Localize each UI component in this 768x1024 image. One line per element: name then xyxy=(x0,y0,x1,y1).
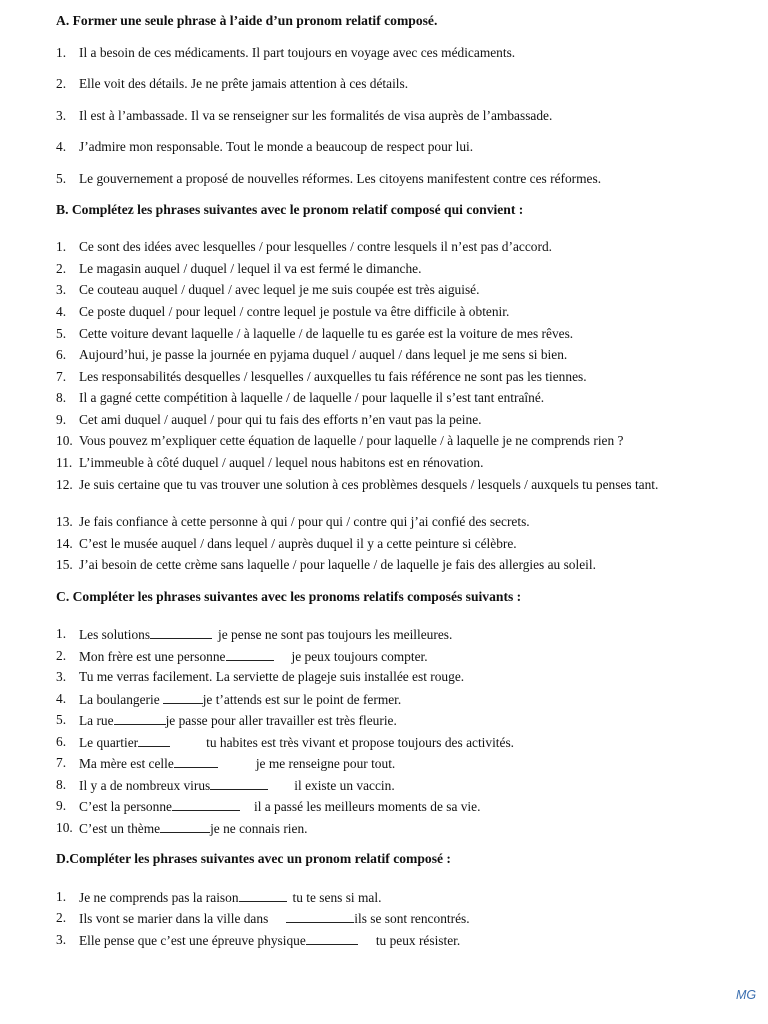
author-initials: MG xyxy=(736,988,757,1002)
answer-blank[interactable] xyxy=(160,820,210,833)
list-item xyxy=(56,45,716,61)
answer-blank[interactable] xyxy=(286,910,354,923)
sentence-start: C’est un thème xyxy=(79,821,161,836)
list-item xyxy=(56,390,716,406)
sentence-end: je ne connais rien. xyxy=(210,821,308,836)
item-text: Il a gagné cette compétition à laquelle / de laquelle / pour laquelle il s’est tant entraîné. xyxy=(79,390,545,405)
sentence-start: La rue xyxy=(79,713,114,728)
answer-blank[interactable] xyxy=(172,798,240,811)
list-item xyxy=(56,326,716,342)
list-item xyxy=(56,171,716,187)
item-text: Aujourd’hui, je passe la journée en pyjama duquel / auquel / dans lequel je me sens si bien. xyxy=(79,347,568,362)
item-text: Cette voiture devant laquelle / à laquelle / de laquelle tu es garée est la voiture de mes rêves. xyxy=(79,326,574,341)
sentence-start: Ma mère est celle xyxy=(79,756,174,771)
item-number: 9. xyxy=(56,798,67,813)
list-item xyxy=(56,536,716,552)
item-number: 9. xyxy=(56,412,67,427)
item-number: 2. xyxy=(56,910,67,925)
list-item xyxy=(56,557,716,573)
item-number: 3. xyxy=(56,282,67,297)
sentence-end: je pense ne sont pas toujours les meilleures. xyxy=(218,627,453,642)
sentence-end: tu te sens si mal. xyxy=(292,890,382,905)
list-item xyxy=(56,910,716,927)
item-text: L’immeuble à côté duquel / auquel / lequel nous habitons est en rénovation. xyxy=(79,455,484,470)
item-number: 6. xyxy=(56,347,67,362)
item-number: 2. xyxy=(56,648,67,663)
item-number: 2. xyxy=(56,261,67,276)
item-text: J’admire mon responsable. Tout le monde a beaucoup de respect pour lui. xyxy=(79,139,474,154)
item-number: 4. xyxy=(56,691,67,706)
item-number: 11. xyxy=(56,455,73,470)
item-text: Il a besoin de ces médicaments. Il part toujours en voyage avec ces médicaments. xyxy=(79,45,516,60)
list-item xyxy=(56,139,716,155)
answer-blank[interactable] xyxy=(150,626,212,639)
list-item xyxy=(56,755,716,772)
item-text: Elle voit des détails. Je ne prête jamais attention à ces détails. xyxy=(79,76,409,91)
item-number: 4. xyxy=(56,139,67,154)
answer-blank[interactable] xyxy=(163,691,203,704)
item-number: 15. xyxy=(56,557,73,572)
item-number: 7. xyxy=(56,369,67,384)
list-item xyxy=(56,777,716,794)
item-text: Le magasin auquel / duquel / lequel il va est fermé le dimanche. xyxy=(79,261,422,276)
item-number: 1. xyxy=(56,626,67,641)
sentence-start: Les solutions xyxy=(79,627,151,642)
list-item xyxy=(56,304,716,320)
list-item xyxy=(56,455,716,471)
item-text: Je suis certaine que tu vas trouver une solution à ces problèmes desquels / lesquels / auxquels tu penses tant. xyxy=(79,477,659,492)
list-item xyxy=(56,798,716,815)
sentence-end: je passe pour aller travailler est très fleurie. xyxy=(165,713,397,728)
sentence-start: Tu me verras facilement. La serviette de plage xyxy=(79,669,327,684)
list-item xyxy=(56,477,716,493)
item-text: Cet ami duquel / auquel / pour qui tu fais des efforts n’en vaut pas la peine. xyxy=(79,412,482,427)
item-number: 8. xyxy=(56,777,67,792)
list-item xyxy=(56,734,716,751)
list-item xyxy=(56,76,716,92)
section-b-heading: B. Complétez les phrases suivantes avec le pronom relatif composé qui convient : xyxy=(56,202,524,217)
list-item xyxy=(56,108,716,124)
item-number: 8. xyxy=(56,390,67,405)
item-text: C’est le musée auquel / dans lequel / auprès duquel il y a cette peinture si célèbre. xyxy=(79,536,517,551)
list-item xyxy=(56,282,716,298)
item-number: 3. xyxy=(56,932,67,947)
item-number: 4. xyxy=(56,304,67,319)
answer-blank[interactable] xyxy=(138,734,170,747)
answer-blank[interactable] xyxy=(239,889,287,902)
list-item xyxy=(56,261,716,277)
item-number: 1. xyxy=(56,239,67,254)
section-d-heading: D.Compléter les phrases suivantes avec un pronom relatif composé : xyxy=(56,851,451,866)
sentence-end: je me renseigne pour tout. xyxy=(255,756,396,771)
sentence-end: il a passé les meilleurs moments de sa vie. xyxy=(253,799,481,814)
item-text: Je fais confiance à cette personne à qui / pour qui / contre qui j’ai confié des secrets. xyxy=(79,514,530,529)
section-a-heading: A. Former une seule phrase à l’aide d’un pronom relatif composé. xyxy=(56,13,438,28)
answer-blank[interactable] xyxy=(226,648,274,661)
item-number: 10. xyxy=(56,820,73,835)
item-number: 6. xyxy=(56,734,67,749)
sentence-end: je suis installée est rouge. xyxy=(326,669,465,684)
item-number: 13. xyxy=(56,514,73,529)
sentence-end: ils se sont rencontrés. xyxy=(354,911,470,926)
item-number: 10. xyxy=(56,433,73,448)
item-number: 12. xyxy=(56,477,73,492)
item-text: Les responsabilités desquelles / lesquelles / auxquelles tu fais référence ne sont pas les tiennes. xyxy=(79,369,587,384)
list-item xyxy=(56,712,716,729)
item-number: 1. xyxy=(56,45,67,60)
list-item xyxy=(56,369,716,385)
item-text: Ce couteau auquel / duquel / avec lequel je me suis coupée est très aiguisé. xyxy=(79,282,480,297)
list-item xyxy=(56,347,716,363)
answer-blank[interactable] xyxy=(174,755,218,768)
sentence-end: je t’attends est sur le point de fermer. xyxy=(202,692,402,707)
sentence-start: Elle pense que c’est une épreuve physique xyxy=(79,933,306,948)
item-text: Ce sont des idées avec lesquelles / pour lesquelles / contre lesquels il n’est pas d’accord. xyxy=(79,239,552,254)
item-number: 1. xyxy=(56,889,67,904)
sentence-end: tu peux résister. xyxy=(375,933,461,948)
list-item xyxy=(56,433,716,449)
list-item xyxy=(56,514,716,530)
list-item xyxy=(56,889,716,906)
list-item xyxy=(56,626,716,643)
sentence-end: il existe un vaccin. xyxy=(294,778,395,793)
item-text: J’ai besoin de cette crème sans laquelle / pour laquelle / de laquelle je fais des allergies au soleil. xyxy=(79,557,596,572)
answer-blank[interactable] xyxy=(306,932,358,945)
answer-blank[interactable] xyxy=(114,712,166,725)
sentence-start: Le quartier xyxy=(79,735,139,750)
answer-blank[interactable] xyxy=(210,777,268,790)
list-item xyxy=(56,648,716,665)
item-number: 5. xyxy=(56,171,67,186)
sentence-start: Ils vont se marier dans la ville dans xyxy=(79,911,269,926)
list-item xyxy=(56,239,716,255)
sentence-start: Je ne comprends pas la raison xyxy=(79,890,239,905)
sentence-start: Il y a de nombreux virus xyxy=(79,778,211,793)
item-number: 14. xyxy=(56,536,73,551)
list-item xyxy=(56,691,716,708)
sentence-start: La boulangerie xyxy=(79,692,160,707)
item-text: Le gouvernement a proposé de nouvelles réformes. Les citoyens manifestent contre ces réformes. xyxy=(79,171,602,186)
item-number: 7. xyxy=(56,755,67,770)
item-number: 3. xyxy=(56,108,67,123)
list-item xyxy=(56,669,716,685)
section-c-heading: C. Compléter les phrases suivantes avec les pronoms relatifs composés suivants : xyxy=(56,589,522,604)
list-item xyxy=(56,820,716,837)
item-text: Ce poste duquel / pour lequel / contre lequel je postule va être difficile à obtenir. xyxy=(79,304,510,319)
list-item xyxy=(56,412,716,428)
sentence-start: Mon frère est une personne xyxy=(79,649,226,664)
item-text: Il est à l’ambassade. Il va se renseigner sur les formalités de visa auprès de l’ambassade. xyxy=(79,108,553,123)
item-number: 2. xyxy=(56,76,67,91)
list-item xyxy=(56,932,716,949)
item-number: 5. xyxy=(56,712,67,727)
sentence-start: C’est la personne xyxy=(79,799,172,814)
item-text: Vous pouvez m’expliquer cette équation de laquelle / pour laquelle / à laquelle je ne comprends rien ? xyxy=(79,433,624,448)
item-number: 3. xyxy=(56,669,67,684)
sentence-end: tu habites est très vivant et propose toujours des activités. xyxy=(206,735,515,750)
item-number: 5. xyxy=(56,326,67,341)
sentence-end: je peux toujours compter. xyxy=(291,649,428,664)
